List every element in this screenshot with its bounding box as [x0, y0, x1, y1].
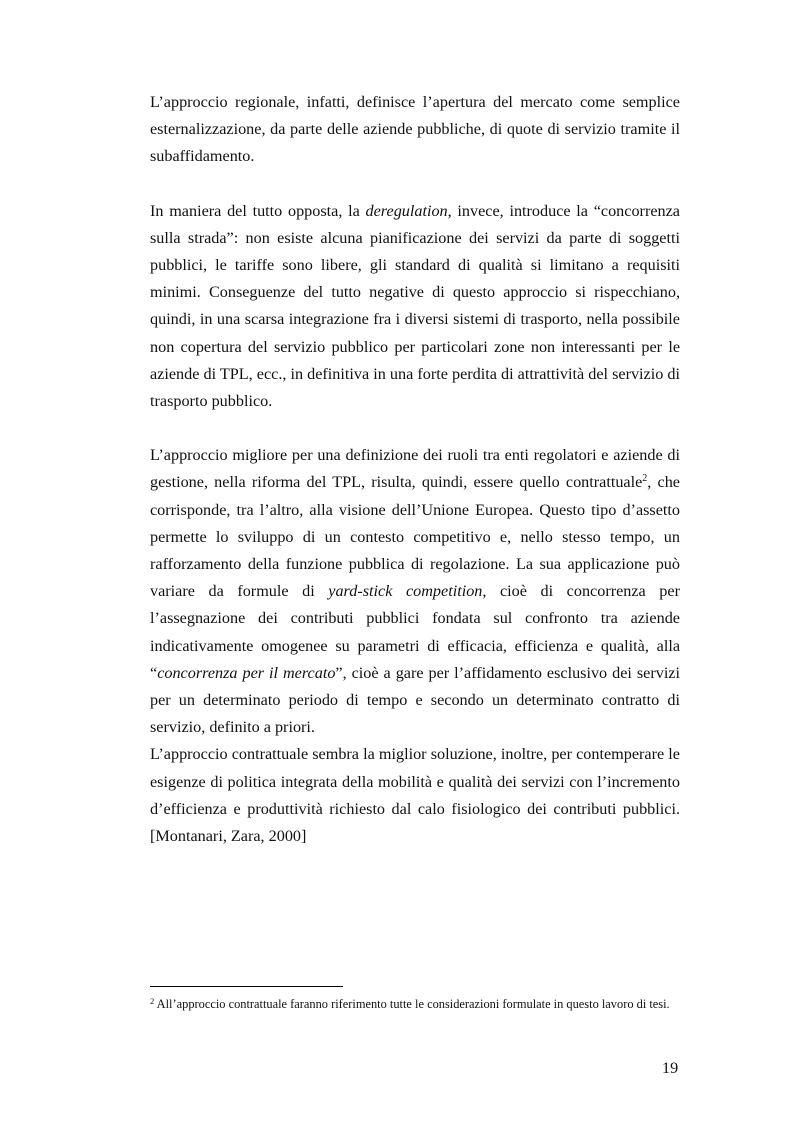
- paragraph-regional-approach: L’approccio regionale, infatti, definisce l’apertura del mercato come semplice esternalizzazione, da parte delle aziende pubbliche, di quote di servizio tramite il subaffidamento.: [150, 93, 680, 166]
- term-concorrenza-mercato: concorrenza per il mercato: [157, 663, 336, 682]
- paragraph-deregulation: In maniera del tutto opposta, la deregulation, invece, introduce la “concorrenza sulla strada”: non esiste alcuna pianificazione dei servizi da parte di soggetti pubblici, le tariffe sono libere, gli standard di qualità si limitano a requisiti minimi. Conseguenze del tutto negative di questo approccio si rispecchiano, quindi, in una scarsa integrazione fra i diversi sistemi di trasporto, nella possibile non copertura del servizio pubblico per particolari zone non interessanti per le aziende di TPL, ecc., in definitiva in una forte perdita di attrattività del servizio di trasporto pubblico.: [150, 201, 680, 411]
- term-yard-stick: yard-stick competition: [328, 582, 483, 601]
- footnote: [150, 996, 680, 1014]
- body-text: [150, 89, 680, 850]
- term-deregulation: deregulation: [365, 201, 448, 220]
- page-number: 19: [662, 1059, 679, 1077]
- footnote-marker: 2: [150, 996, 155, 1006]
- paragraph-contractual-approach: L’approccio migliore per una definizione dei ruoli tra enti regolatori e aziende di gestione, nella riforma del TPL, risulta, quindi, essere quello contrattuale$^2$, che corrisponde, tra l’altro, alla visione dell’Unione Europea. Questo tipo d’assetto permette lo sviluppo di un contesto competitivo e, nello stesso tempo, un rafforzamento della funzione pubblica di regolazione. La sua applicazione può variare da formule di yard-stick competition, cioè di concorrenza per l’assegnazione dei contributi pubblici fondata sul confronto tra aziende indicativamente omogenee su parametri di efficacia, efficienza e qualità, alla “concorrenza per il mercato”, cioè a gare per l’affidamento esclusivo dei servizi per un determinato periodo di tempo e secondo un determinato contratto di servizio, definito a priori.: [150, 446, 680, 737]
- paragraph-conclusion: L’approccio contrattuale sembra la miglior soluzione, inoltre, per contemperare le esigenze di politica integrata della mobilità e qualità dei servizi con l’incremento d’efficienza e produttività richiesto dal calo fisiologico dei contributi pubblici. [Montanari, Zara, 2000]: [150, 745, 680, 846]
- footnote-text: All’approccio contrattuale faranno riferimento tutte le considerazioni formulate in questo lavoro di tesi.: [154, 997, 670, 1011]
- footnote-reference[interactable]: 2: [642, 473, 648, 485]
- footnote-divider: [150, 986, 343, 987]
